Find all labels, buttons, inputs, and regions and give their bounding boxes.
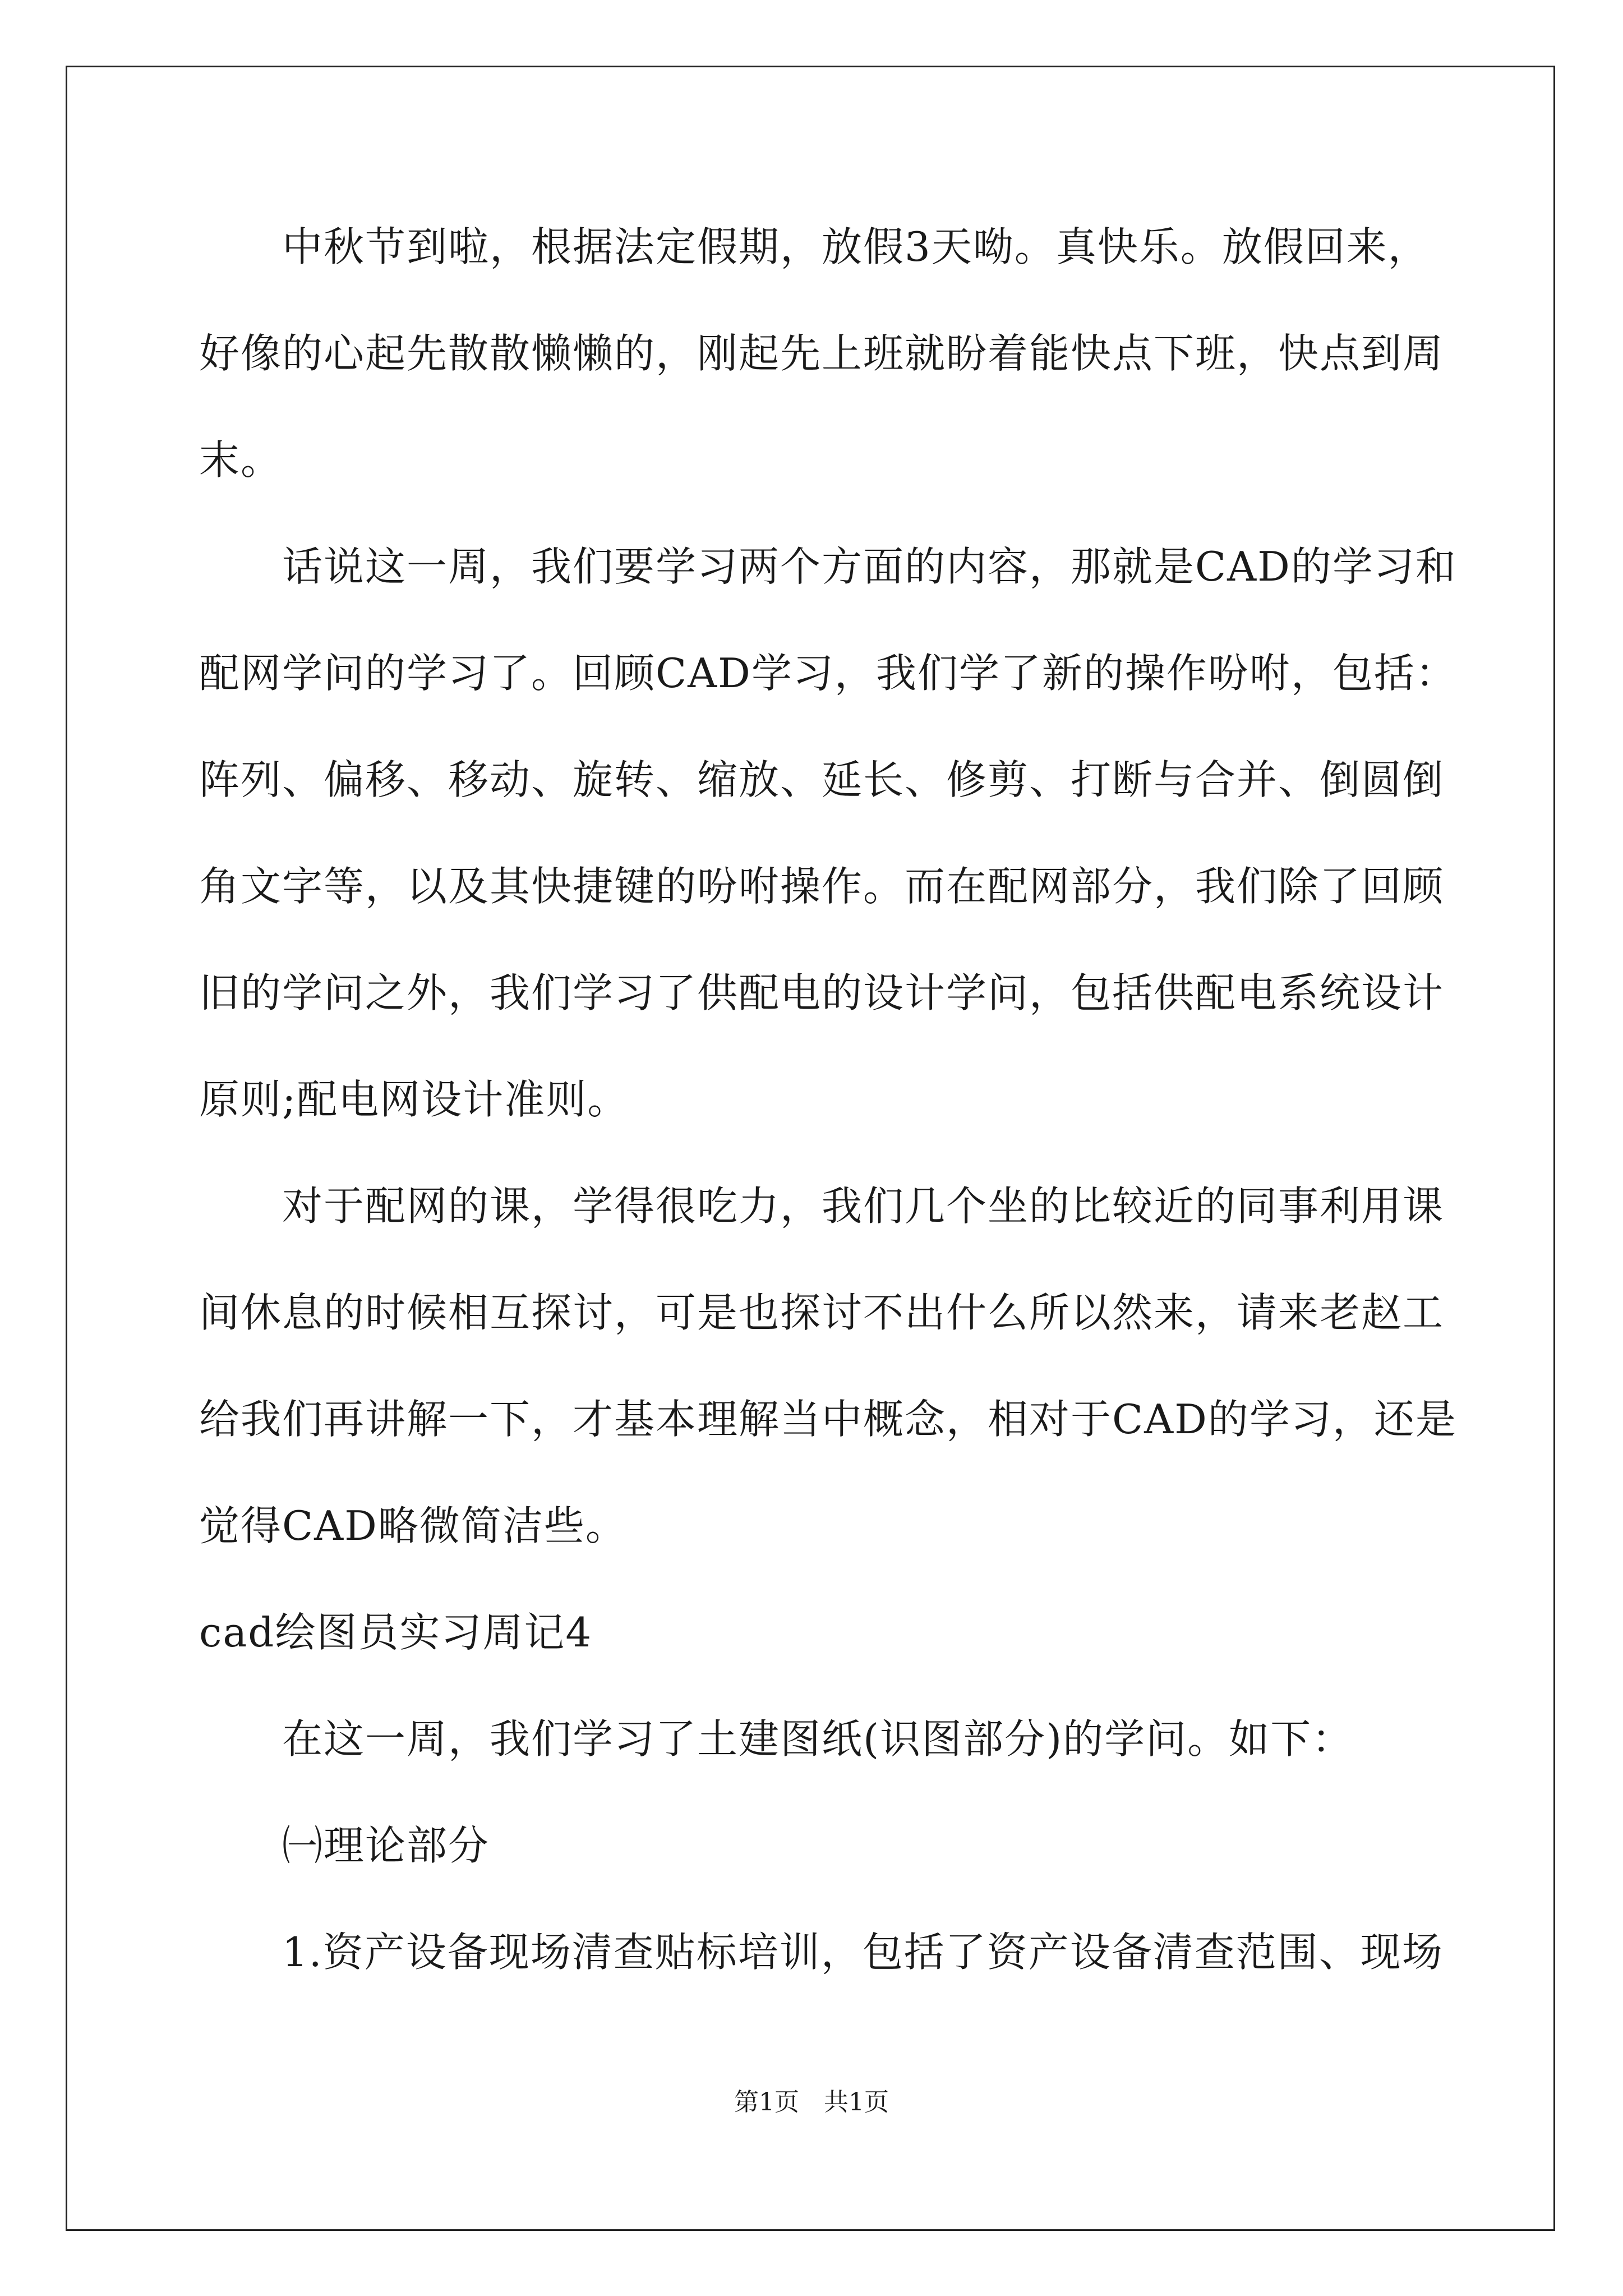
text-line-4: 话说这一周，我们要学习两个方面的内容，那就是CAD的学习和 [199, 543, 1457, 590]
section-heading: cad绘图员实习周记4 [199, 1609, 593, 1656]
subsection-heading: ㈠理论部分 [199, 1822, 490, 1869]
text-line-12: 给我们再讲解一下，才基本理解当中概念，相对于CAD的学习，还是 [199, 1396, 1457, 1443]
text-line-15: 在这一周，我们学习了土建图纸(识图部分)的学问。如下： [199, 1715, 1354, 1763]
text-line-6: 阵列、偏移、移动、旋转、缩放、延长、修剪、打断与合并、倒圆倒 [199, 756, 1445, 803]
text-line-10: 对于配网的课，学得很吃力，我们几个坐的比较近的同事利用课 [199, 1182, 1445, 1230]
text-line-1: 中秋节到啦，根据法定假期，放假3天呦。真快乐。放假回来， [199, 223, 1430, 270]
text-line-7: 角文字等，以及其快捷键的吩咐操作。而在配网部分，我们除了回顾 [199, 863, 1445, 910]
text-line-9: 原则;配电网设计准则。 [199, 1076, 629, 1123]
page-footer: 第1页 共1页 [734, 2088, 889, 2116]
text-line-8: 旧的学问之外，我们学习了供配电的设计学问，包括供配电系统设计 [199, 969, 1445, 1016]
text-line-3: 末。 [199, 436, 283, 484]
text-line-2: 好像的心起先散散懒懒的，刚起先上班就盼着能快点下班，快点到周 [199, 330, 1445, 377]
text-line-11: 间休息的时候相互探讨，可是也探讨不出什么所以然来，请来老赵工 [199, 1289, 1445, 1336]
text-line-13: 觉得CAD略微简洁些。 [199, 1502, 627, 1549]
text-line-17: 1.资产设备现场清查贴标培训，包括了资产设备清查范围、现场 [199, 1929, 1444, 1976]
text-line-5: 配网学问的学习了。回顾CAD学习，我们学了新的操作吩咐，包括： [199, 650, 1457, 697]
page-border [66, 66, 1555, 2231]
